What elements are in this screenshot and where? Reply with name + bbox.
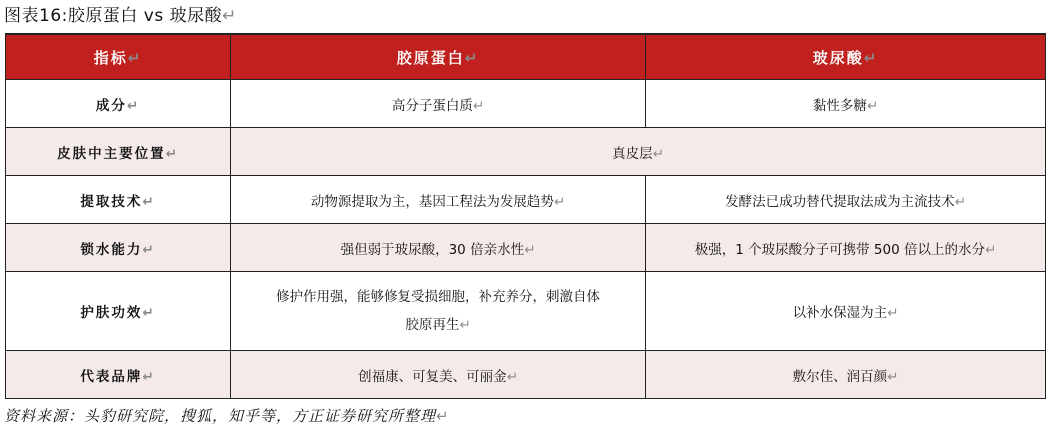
header-hyaluronic-acid: 玻尿酸↵ — [646, 34, 1046, 80]
cell-ha-water-lock: 极强，1 个玻尿酸分子可携带 500 倍以上的水分↵ — [646, 224, 1046, 272]
cell-ha-skincare-effect: 以补水保湿为主↵ — [646, 272, 1046, 351]
row-label-skincare-effect: 护肤功效↵ — [6, 272, 231, 351]
cell-ha-extraction: 发酵法已成功替代提取法成为主流技术↵ — [646, 176, 1046, 224]
table-row — [6, 128, 1046, 176]
table-row — [6, 224, 1046, 272]
row-label-brands: 代表品牌↵ — [6, 351, 231, 399]
cell-ha-ingredient: 黏性多糖↵ — [646, 80, 1046, 128]
row-label-extraction: 提取技术↵ — [6, 176, 231, 224]
cell-collagen-extraction: 动物源提取为主，基因工程法为发展趋势↵ — [231, 176, 646, 224]
table-row — [6, 272, 1046, 351]
cell-collagen-skincare-effect: 修护作用强，能够修复受损细胞，补充养分，刺激自体 胶原再生↵ — [231, 272, 646, 351]
table-header-row — [6, 34, 1046, 80]
cell-collagen-brands: 创福康、可复美、可丽金↵ — [231, 351, 646, 399]
row-label-ingredient: 成分↵ — [6, 80, 231, 128]
cell-ha-brands: 敷尔佳、润百颜↵ — [646, 351, 1046, 399]
header-indicator: 指标↵ — [6, 34, 231, 80]
row-label-water-lock: 锁水能力↵ — [6, 224, 231, 272]
table-row — [6, 176, 1046, 224]
comparison-table — [5, 33, 1046, 399]
figure-caption: 图表16:胶原蛋白 vs 玻尿酸↵ — [4, 6, 237, 26]
header-collagen: 胶原蛋白↵ — [231, 34, 646, 80]
source-note: 资料来源：头豹研究院，搜狐，知乎等，方正证券研究所整理↵ — [4, 407, 450, 425]
cell-collagen-water-lock: 强但弱于玻尿酸，30 倍亲水性↵ — [231, 224, 646, 272]
cell-skin-location-merged: 真皮层↵ — [231, 128, 1046, 176]
table-row — [6, 80, 1046, 128]
table-row — [6, 351, 1046, 399]
row-label-skin-location: 皮肤中主要位置↵ — [6, 128, 231, 176]
cell-collagen-ingredient: 高分子蛋白质↵ — [231, 80, 646, 128]
